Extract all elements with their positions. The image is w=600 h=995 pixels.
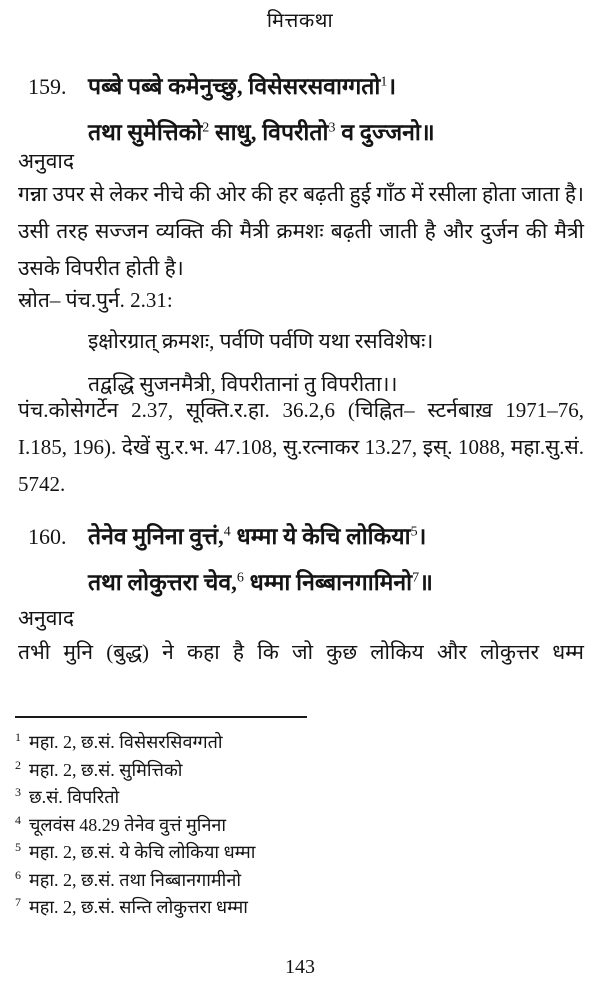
verse-text: तेनेव मुनिना वुत्तं, — [88, 524, 224, 549]
verse-text: तथा सुमेत्तिको — [88, 120, 203, 145]
footnote-number: 6 — [15, 867, 21, 882]
verse-text: तथा लोकुत्तरा चेव, — [88, 570, 237, 595]
footnote-text: छ.सं. विपरितो — [29, 787, 120, 807]
footnote-number: 4 — [15, 812, 21, 827]
translation-1-label: अनुवाद — [18, 149, 74, 173]
verse-160-line-2 — [88, 560, 590, 606]
footnote-row — [15, 839, 590, 867]
footnote-ref-2: 2 — [202, 120, 210, 136]
verse-text: साधु, विपरीतो — [209, 120, 329, 145]
running-header: मित्तकथा — [266, 10, 334, 32]
footnotes-section — [15, 729, 590, 922]
footnote-text: महा. 2, छ.सं. विसेसरसिवग्गतो — [29, 732, 223, 752]
verse-text: ॥ — [419, 570, 433, 595]
footnote-row — [15, 784, 590, 812]
verse-text: धम्मा ये केचि लोकिया — [230, 524, 411, 549]
verse-text: धम्मा निब्बानगामिनो — [243, 570, 413, 595]
source-line — [18, 286, 173, 314]
footnote-row — [15, 757, 590, 785]
footnote-text: महा. 2, छ.सं. सन्ति लोकुत्तरा धम्मा — [29, 897, 248, 917]
footnote-number: 2 — [15, 757, 21, 772]
source-verse-line-1: इक्षोरग्रात् क्रमशः, पर्वणि पर्वणि यथा रसविशेषः। — [88, 329, 434, 353]
footnote-row — [15, 729, 590, 757]
verse-160-lines — [88, 514, 590, 606]
footnote-ref-6: 6 — [236, 570, 244, 586]
verse-160 — [28, 514, 590, 606]
footnote-text: महा. 2, छ.सं. तथा निब्बानगामीनो — [29, 869, 241, 890]
footnote-row — [15, 812, 590, 840]
footnote-ref-4: 4 — [223, 524, 231, 540]
footnote-ref-1: 1 — [380, 74, 388, 90]
verse-text: । — [417, 524, 427, 549]
footnote-number: 5 — [15, 840, 21, 854]
source-citations: पंच.कोसेगर्टेन 2.37, सूक्ति.र.हा. 36.2,6 (चिह्नित– स्टर्नबाख़ 1971–76, I.185, 196). देखें सु.र.भ. 47.108, सु.रत्नाकर 13.27, इस्. 1088, महा.सु.सं. 5742. — [18, 398, 584, 496]
verse-text: व दुज्जनो॥ — [335, 120, 435, 145]
footnote-ref-7: 7 — [412, 570, 420, 586]
footnote-number: 1 — [15, 730, 21, 744]
footnote-number: 3 — [15, 785, 21, 799]
footnote-row — [15, 894, 590, 922]
source-reference: पंच.पुर्न. 2.31: — [65, 288, 173, 312]
footnote-text: महा. 2, छ.सं. सुमित्तिको — [29, 759, 183, 780]
footnote-divider — [15, 716, 307, 718]
verse-160-line-1 — [88, 514, 590, 560]
footnote-text: महा. 2, छ.सं. ये केचि लोकिया धम्मा — [29, 842, 256, 862]
footnote-ref-3: 3 — [328, 120, 336, 136]
source-verse-line-2: तद्वद्धि सुजनमैत्री, विपरीतानां तु विपरीता।। — [88, 372, 398, 396]
verse-text: । — [387, 74, 397, 99]
verse-text: पब्बे पब्बे कमेनुच्छु, विसेसरसवाग्गतो — [88, 74, 381, 99]
verse-160-number: 160. — [28, 524, 67, 549]
footnote-number: 7 — [15, 895, 21, 909]
translation-1-text: गन्ना उपर से लेकर नीचे की ओर की हर बढ़ती हुई गाँठ में रसीला होता जाता है। उसी तरह सज्जन व्यक्ति की मैत्री क्रमशः बढ़ती जाती है और दुर्जन की मैत्री उसके विपरीत होती है। — [18, 182, 584, 280]
page-number: 143 — [285, 956, 315, 978]
footnote-text: चूलवंस 48.29 तेनेव वुत्तं मुनिना — [29, 814, 227, 835]
verse-159-lines — [88, 64, 590, 156]
translation-2-label: अनुवाद — [18, 606, 74, 630]
footnote-ref-5: 5 — [410, 524, 418, 540]
source-label: स्रोत– — [18, 288, 61, 312]
verse-159-number: 159. — [28, 74, 67, 99]
verse-159-line-1 — [88, 64, 590, 110]
verse-159 — [28, 64, 590, 156]
footnote-row — [15, 867, 590, 895]
translation-2-text: तभी मुनि (बुद्ध) ने कहा है कि जो कुछ लोकिय और लोकुत्तर धम्म — [18, 640, 584, 664]
verse-159-line-2 — [88, 110, 590, 156]
